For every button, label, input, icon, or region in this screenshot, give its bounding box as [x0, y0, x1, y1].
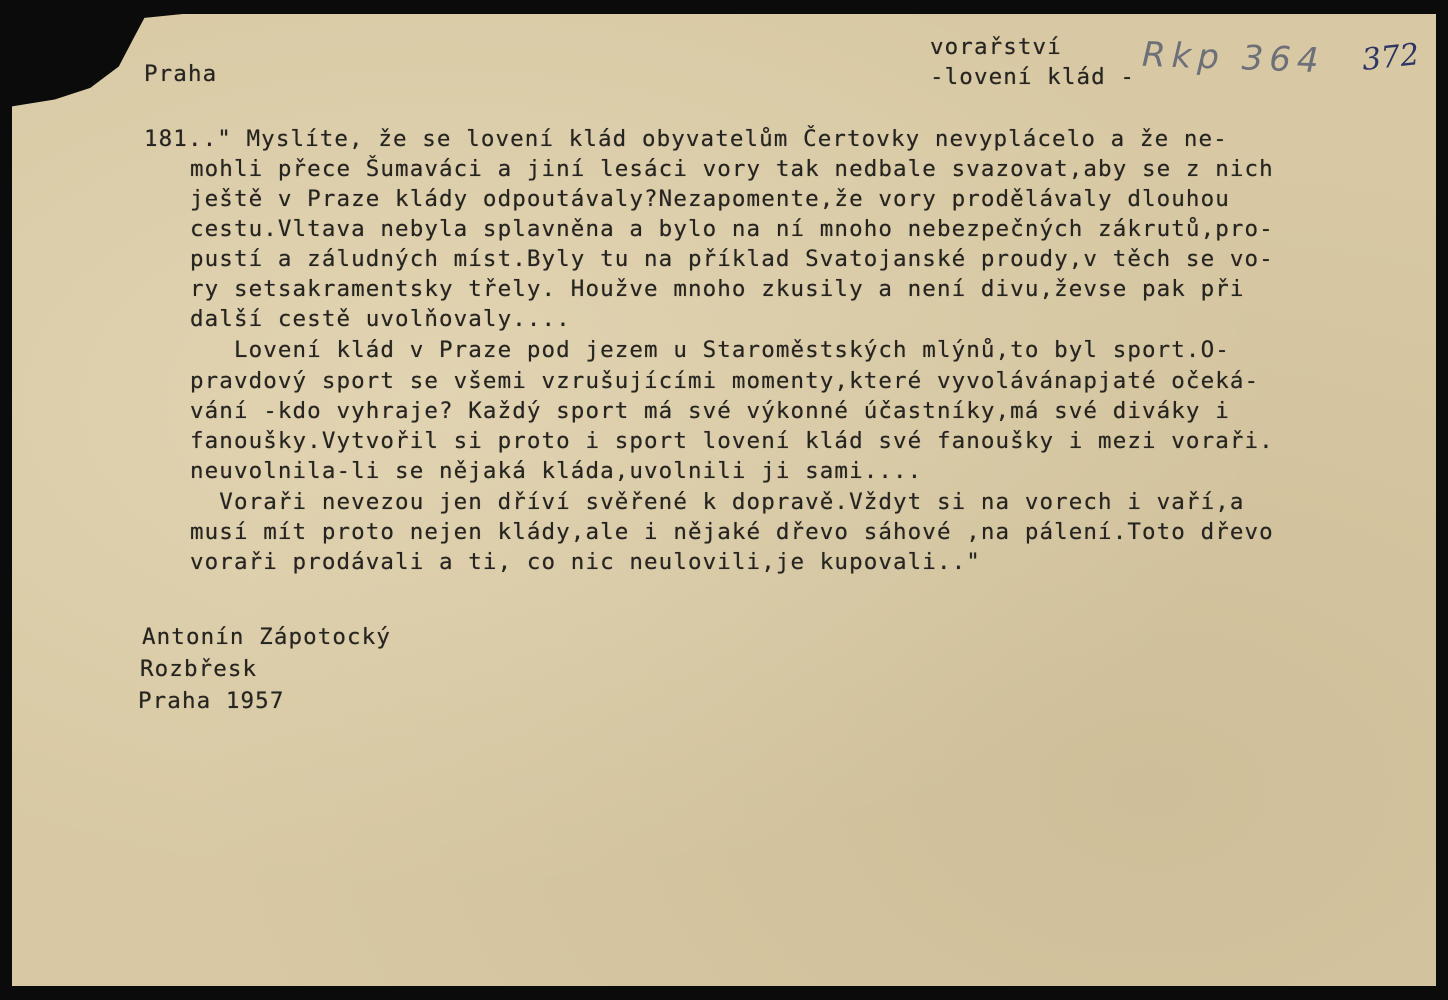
text-line: vání -kdo vyhraje? Každý sport má své výkonné účastníky,má své diváky i — [190, 398, 1230, 424]
page-number: 372 — [1360, 37, 1421, 78]
topic-line-1: vorařství — [930, 34, 1062, 60]
text-line: pravdový sport se všemi vzrušujícími momenty,které vyvolávánapjaté očeká- — [190, 368, 1260, 394]
source-title: Rozbřesk — [140, 656, 258, 682]
topic-line-2: -lovení klád - — [930, 64, 1136, 90]
text-line: cestu.Vltava nebyla splavněna a bylo na ní mnoho nebezpečných zákrutů,pro- — [190, 216, 1274, 242]
text-line: pustí a záludných míst.Byly tu na příklad Svatojanské proudy,v těch se vo- — [190, 246, 1274, 272]
source-place-year: Praha 1957 — [138, 688, 285, 714]
archive-mark: Rkp 364 — [1141, 34, 1326, 82]
text-line: fanoušky.Vytvořil si proto i sport lovení klád své fanoušky i mezi voraři. — [190, 428, 1274, 454]
text-line: neuvolnila-li se nějaká kláda,uvolnili ji sami.... — [190, 458, 923, 484]
text-line: Lovení klád v Praze pod jezem u Staroměstských mlýnů,to byl sport.O- — [190, 337, 1230, 363]
quotation-body — [144, 124, 1434, 594]
place-label: Praha — [144, 61, 218, 87]
text-line: voraři prodávali a ti, co nic neulovili,je kupovali.." — [190, 549, 981, 575]
text-line: Voraři nevezou jen dříví svěřené k dopravě.Vždyt si na vorech i vaří,a — [190, 489, 1245, 515]
text-line: mohli přece Šumaváci a jiní lesáci vory tak nedbale svazovat,aby se z nich — [190, 156, 1274, 182]
text-line: musí mít proto nejen klády,ale i nějaké dřevo sáhové ,na pálení.Toto dřevo — [190, 519, 1274, 545]
text-line: ještě v Praze klády odpoutávaly?Nezapomente,že vory prodělávaly dlouhou — [190, 186, 1230, 212]
text-line: 181.." Myslíte, že se lovení klád obyvatelům Čertovky nevyplácelo a že ne- — [144, 126, 1228, 152]
source-author: Antonín Zápotocký — [142, 624, 391, 650]
text-line: ry setsakramentsky třely. Houžve mnoho zkusily a není divu,ževse pak při — [190, 276, 1245, 302]
text-line: další cestě uvolňovaly.... — [190, 306, 571, 332]
